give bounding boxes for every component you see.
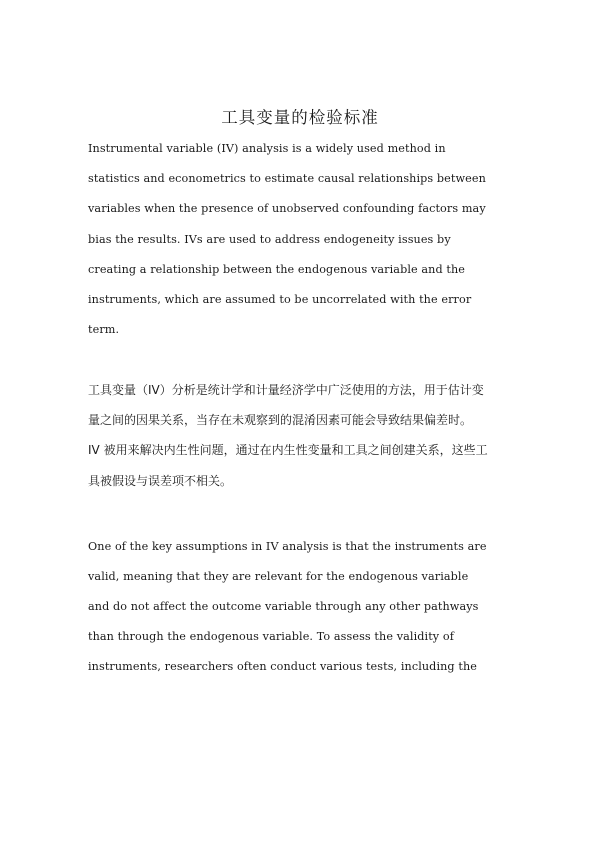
paragraph2-line-1: 工具变量（IV）分析是统计学和计量经济学中广泛使用的方法，用于估计变 (88, 383, 484, 397)
paragraph1-line-3: variables when the presence of unobserved confounding factors may (88, 202, 486, 215)
paragraph3-line-2: valid, meaning that they are relevant for the endogenous variable (88, 570, 469, 583)
paragraph3-line-4: than through the endogenous variable. To assess the validity of (88, 630, 454, 643)
paragraph1-line-2: statistics and econometrics to estimate causal relationships between (88, 172, 486, 185)
paragraph3-line-5: instruments, researchers often conduct various tests, including the (88, 660, 477, 673)
document-title: 工具变量的检验标准 (221, 108, 379, 127)
paragraph1-line-5: creating a relationship between the endogenous variable and the (88, 263, 466, 276)
paragraph1-line-7: term. (88, 323, 120, 336)
paragraph1-line-6: instruments, which are assumed to be uncorrelated with the error (88, 293, 472, 306)
paragraph1-line-4: bias the results. IVs are used to address endogeneity issues by (88, 233, 451, 246)
paragraph2-line-3: IV 被用来解决内生性问题，通过在内生性变量和工具之间创建关系，这些工 (88, 443, 488, 457)
paragraph2-line-4: 具被假设与误差项不相关。 (88, 474, 233, 488)
paragraph1-line-1: Instrumental variable (IV) analysis is a widely used method in (88, 142, 446, 155)
paragraph3-line-3: and do not affect the outcome variable through any other pathways (88, 600, 479, 613)
paragraph2-line-2: 量之间的因果关系，当存在未观察到的混淆因素可能会导致结果偏差时。 (88, 413, 473, 427)
paragraph3-line-1: One of the key assumptions in IV analysis is that the instruments are (88, 540, 487, 553)
